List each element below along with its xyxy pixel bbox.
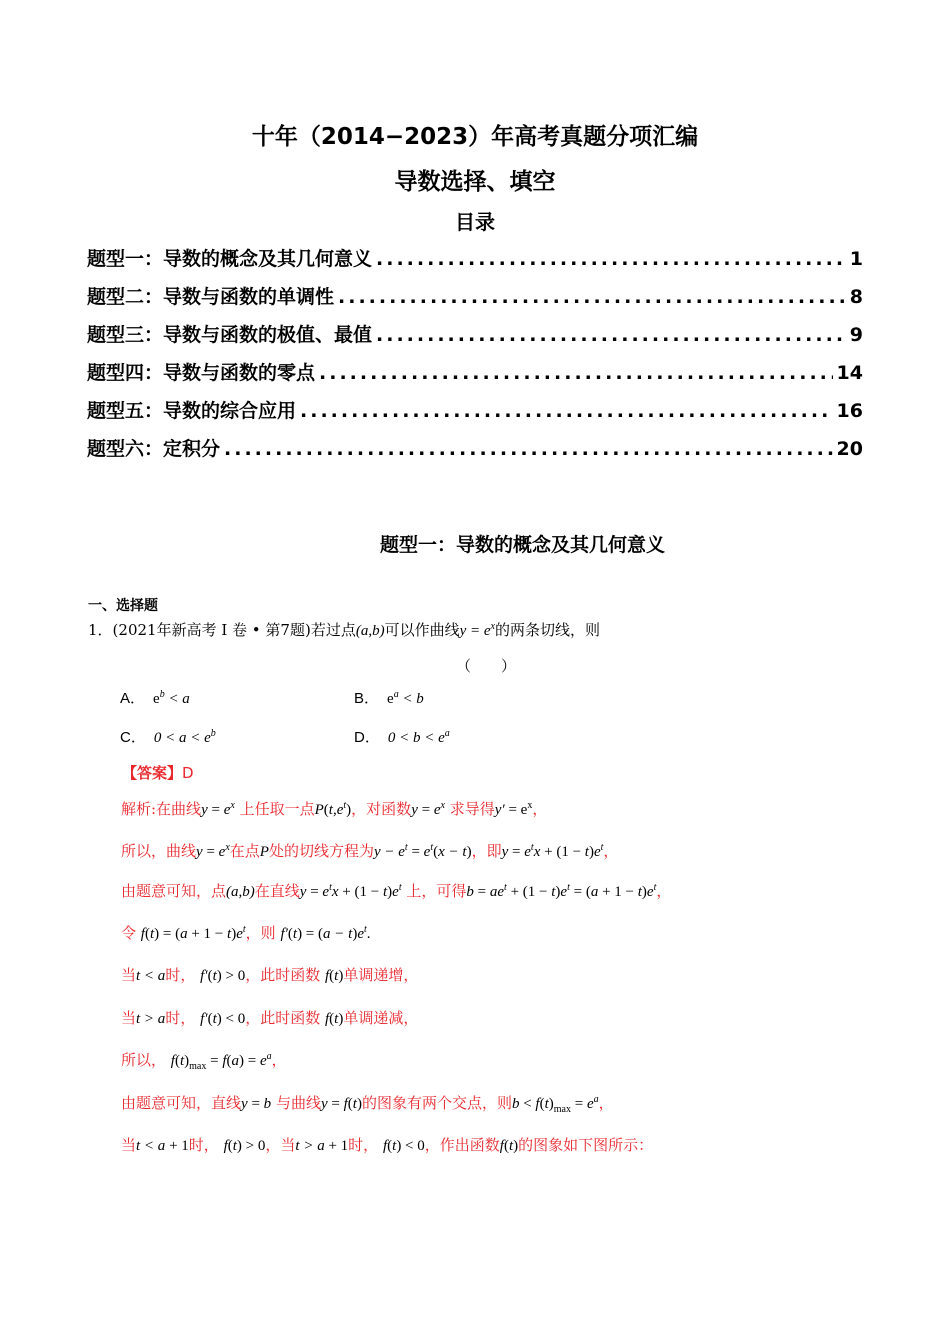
solution-line-2: 所以，曲线$y = e^x$在点P处的切线方程为$y - e^t = e^t(x - t)$，即$y = e^tx + (1 - t)e^t$， (121, 842, 619, 860)
table-of-contents (87, 244, 863, 472)
question-curve: $y = e^x$ (459, 621, 495, 639)
toc-entry[interactable] (87, 396, 863, 434)
question-stem: 1．(2021年新高考 I 卷 • 第7题)若过点(a,b)可以作曲线$y = e^x$的两条切线，则 (88, 621, 600, 639)
toc-entry-label: 题型五：导数的综合应用 (87, 400, 297, 422)
section-heading: 题型一：导数的概念及其几何意义 (379, 534, 665, 556)
question-number: 1． (88, 621, 113, 639)
toc-entry-label: 题型六：定积分 (87, 438, 221, 460)
solution-line-8: 由题意可知，直线y = b 与曲线y = f(t)的图象有两个交点，则$b < f(t)_{max} = e^a$， (121, 1094, 614, 1115)
toc-entry-page: 16 (836, 400, 863, 422)
option-d[interactable]: D． $0 < b < e^a$ (354, 728, 450, 746)
toc-title: 目录 (455, 210, 495, 234)
toc-entry[interactable] (87, 358, 863, 396)
toc-entry-page: 8 (849, 286, 863, 308)
solution-line-5: 当t < a时， f′(t) > 0，此时函数 f(t)单调递增， (121, 966, 419, 984)
toc-entry-page: 20 (836, 438, 863, 460)
toc-entry-label: 题型二：导数与函数的单调性 (87, 286, 335, 308)
solution-line-7: 所以， $f(t)_{max} = f(a) = e^a$， (121, 1051, 287, 1072)
question-source: (2021年新高考 I 卷 • 第7题)若过点 (112, 621, 356, 639)
document-subtitle: 导数选择、填空 (394, 169, 556, 195)
question-point: (a,b) (355, 623, 385, 639)
toc-entry-page: 14 (836, 362, 863, 384)
answer-value: D (182, 764, 194, 782)
toc-entry-page: 9 (849, 324, 863, 346)
option-b[interactable]: B． $e^a < b$ (354, 689, 424, 707)
toc-entry-label: 题型三：导数与函数的极值、最值 (87, 324, 373, 346)
answer (122, 762, 194, 783)
subsection-heading: 一、选择题 (88, 598, 158, 614)
solution-line-3: 由题意可知，点(a,b)在直线$y = e^tx + (1 - t)e^t$ 上，可得$b = ae^t + (1 - t)e^t = (a + 1 - t)e^t$， (121, 882, 672, 900)
document-title: 十年（2014−2023）年高考真题分项汇编 (251, 124, 699, 150)
toc-entry-label: 题型一：导数的概念及其几何意义 (87, 248, 373, 270)
solution-line-9: 当t < a + 1时， f(t) > 0，当t > a + 1时， f(t) < 0，作出函数f(t)的图象如下图所示： (121, 1136, 654, 1154)
toc-entry-label: 题型四：导数与函数的零点 (87, 362, 316, 384)
answer-label: 【答案】 (122, 764, 183, 782)
solution-line-4: 令 $f(t) = (a + 1 - t)e^t$，则 $f'(t) = (a - t)e^t$. (121, 924, 371, 942)
option-a[interactable]: A． $e^b < a$ (120, 689, 190, 707)
toc-entry[interactable] (87, 434, 863, 472)
answer-blank: （ ） (456, 657, 517, 675)
option-c[interactable]: C． $0 < a < e^b$ (120, 728, 216, 746)
toc-entry-page: 1 (849, 248, 863, 270)
solution-line-1: 解析:在曲线$y = e^x$ 上任取一点$P(t,e^t)$，对函数$y = e^x$ 求导得$y' = e^x$， (121, 800, 548, 818)
toc-entry[interactable] (87, 282, 863, 320)
toc-entry[interactable] (87, 320, 863, 358)
toc-entry[interactable] (87, 244, 863, 282)
solution-line-6: 当t > a时， f′(t) < 0，此时函数 f(t)单调递减， (121, 1009, 419, 1027)
